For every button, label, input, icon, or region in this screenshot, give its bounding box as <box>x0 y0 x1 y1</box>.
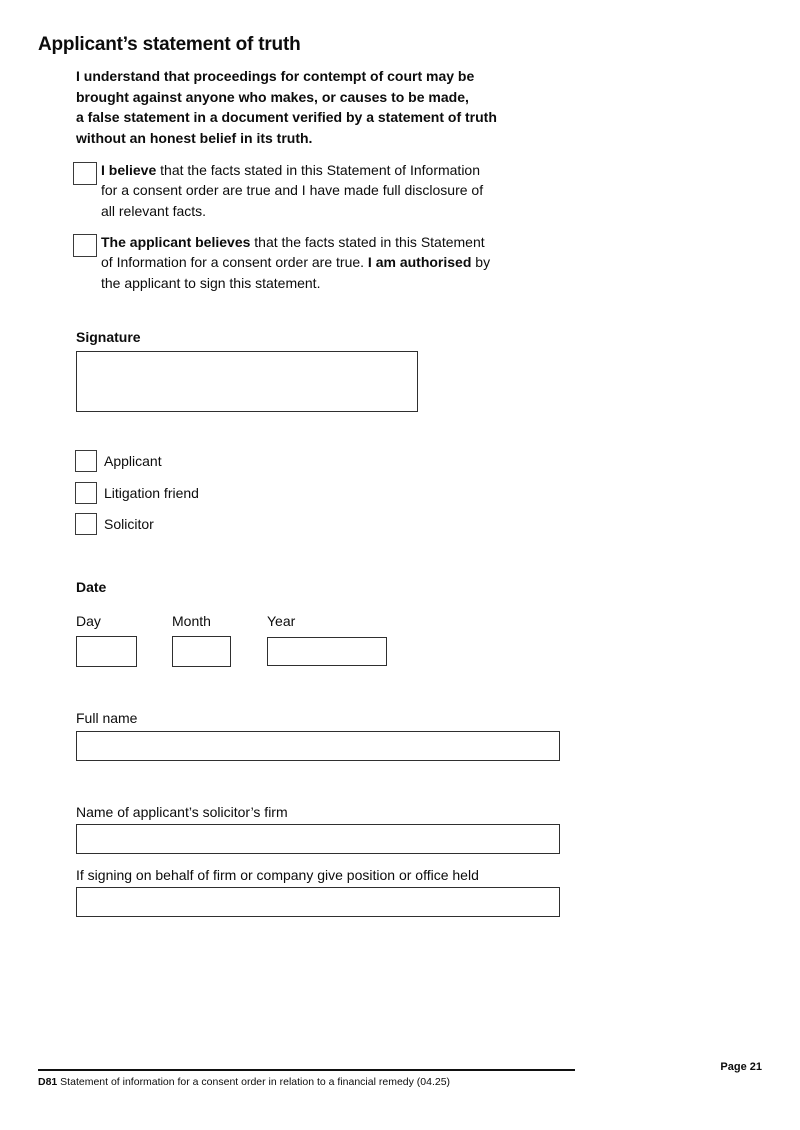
statement-bold-text: I am authorised <box>367 254 472 271</box>
litigation-friend-checkbox-label: Litigation friend <box>104 484 199 501</box>
signer-role-solicitor <box>75 512 154 535</box>
year-input[interactable] <box>267 637 387 666</box>
warning-line: without an honest belief in its truth. <box>76 129 313 146</box>
solicitor-checkbox[interactable] <box>75 513 97 535</box>
date-label: Date <box>76 579 107 595</box>
footer-divider <box>38 1069 575 1071</box>
solicitor-firm-input[interactable] <box>76 824 560 854</box>
form-code: D81 <box>38 1076 58 1088</box>
statement-text: all relevant facts. <box>101 202 207 219</box>
day-input[interactable] <box>76 636 137 667</box>
footer-form-reference <box>38 1076 450 1088</box>
form-title: Statement of information for a consent order in relation to a financial remedy (04.25) <box>57 1076 451 1088</box>
solicitor-firm-label: Name of applicant’s solicitor’s firm <box>76 804 288 820</box>
month-label: Month <box>172 613 211 629</box>
statement-text: of Information for a consent order are true. I am authorised by <box>101 254 491 271</box>
warning-line: a false statement in a document verified by a statement of truth <box>76 109 497 126</box>
litigation-friend-checkbox[interactable] <box>75 482 97 504</box>
signer-role-litigation-friend <box>75 481 199 504</box>
statement-text: the applicant to sign this statement. <box>101 274 321 291</box>
i-believe-statement <box>101 160 571 221</box>
applicant-believes-checkbox[interactable] <box>73 234 97 257</box>
full-name-input[interactable] <box>76 731 560 761</box>
i-believe-checkbox[interactable] <box>73 162 97 185</box>
solicitor-checkbox-label: Solicitor <box>104 515 154 532</box>
month-input[interactable] <box>172 636 231 667</box>
statement-bold-text: I believe <box>101 162 157 178</box>
position-held-input[interactable] <box>76 887 560 917</box>
signature-label: Signature <box>76 329 141 345</box>
statement-text: that the facts stated in this Statement of Information <box>156 162 480 178</box>
page-number: Page 21 <box>720 1061 762 1073</box>
page-title: Applicant’s statement of truth <box>38 34 301 55</box>
full-name-label: Full name <box>76 710 138 726</box>
day-label: Day <box>76 613 101 629</box>
warning-line: I understand that proceedings for contempt of court may be <box>76 68 475 84</box>
signer-role-applicant <box>75 449 162 472</box>
warning-line: brought against anyone who makes, or causes to be made, <box>76 88 469 105</box>
statement-text: for a consent order are true and I have made full disclosure of <box>101 182 484 199</box>
applicant-checkbox[interactable] <box>75 450 97 472</box>
applicant-checkbox-label: Applicant <box>104 452 162 469</box>
statement-text: that the facts stated in this Statement <box>250 234 485 250</box>
applicant-believes-statement <box>101 232 571 293</box>
year-label: Year <box>267 613 296 629</box>
signature-box[interactable] <box>76 351 418 412</box>
contempt-warning <box>76 66 576 148</box>
position-held-label: If signing on behalf of firm or company give position or office held <box>76 867 479 883</box>
statement-bold-text: The applicant believes <box>101 234 251 250</box>
